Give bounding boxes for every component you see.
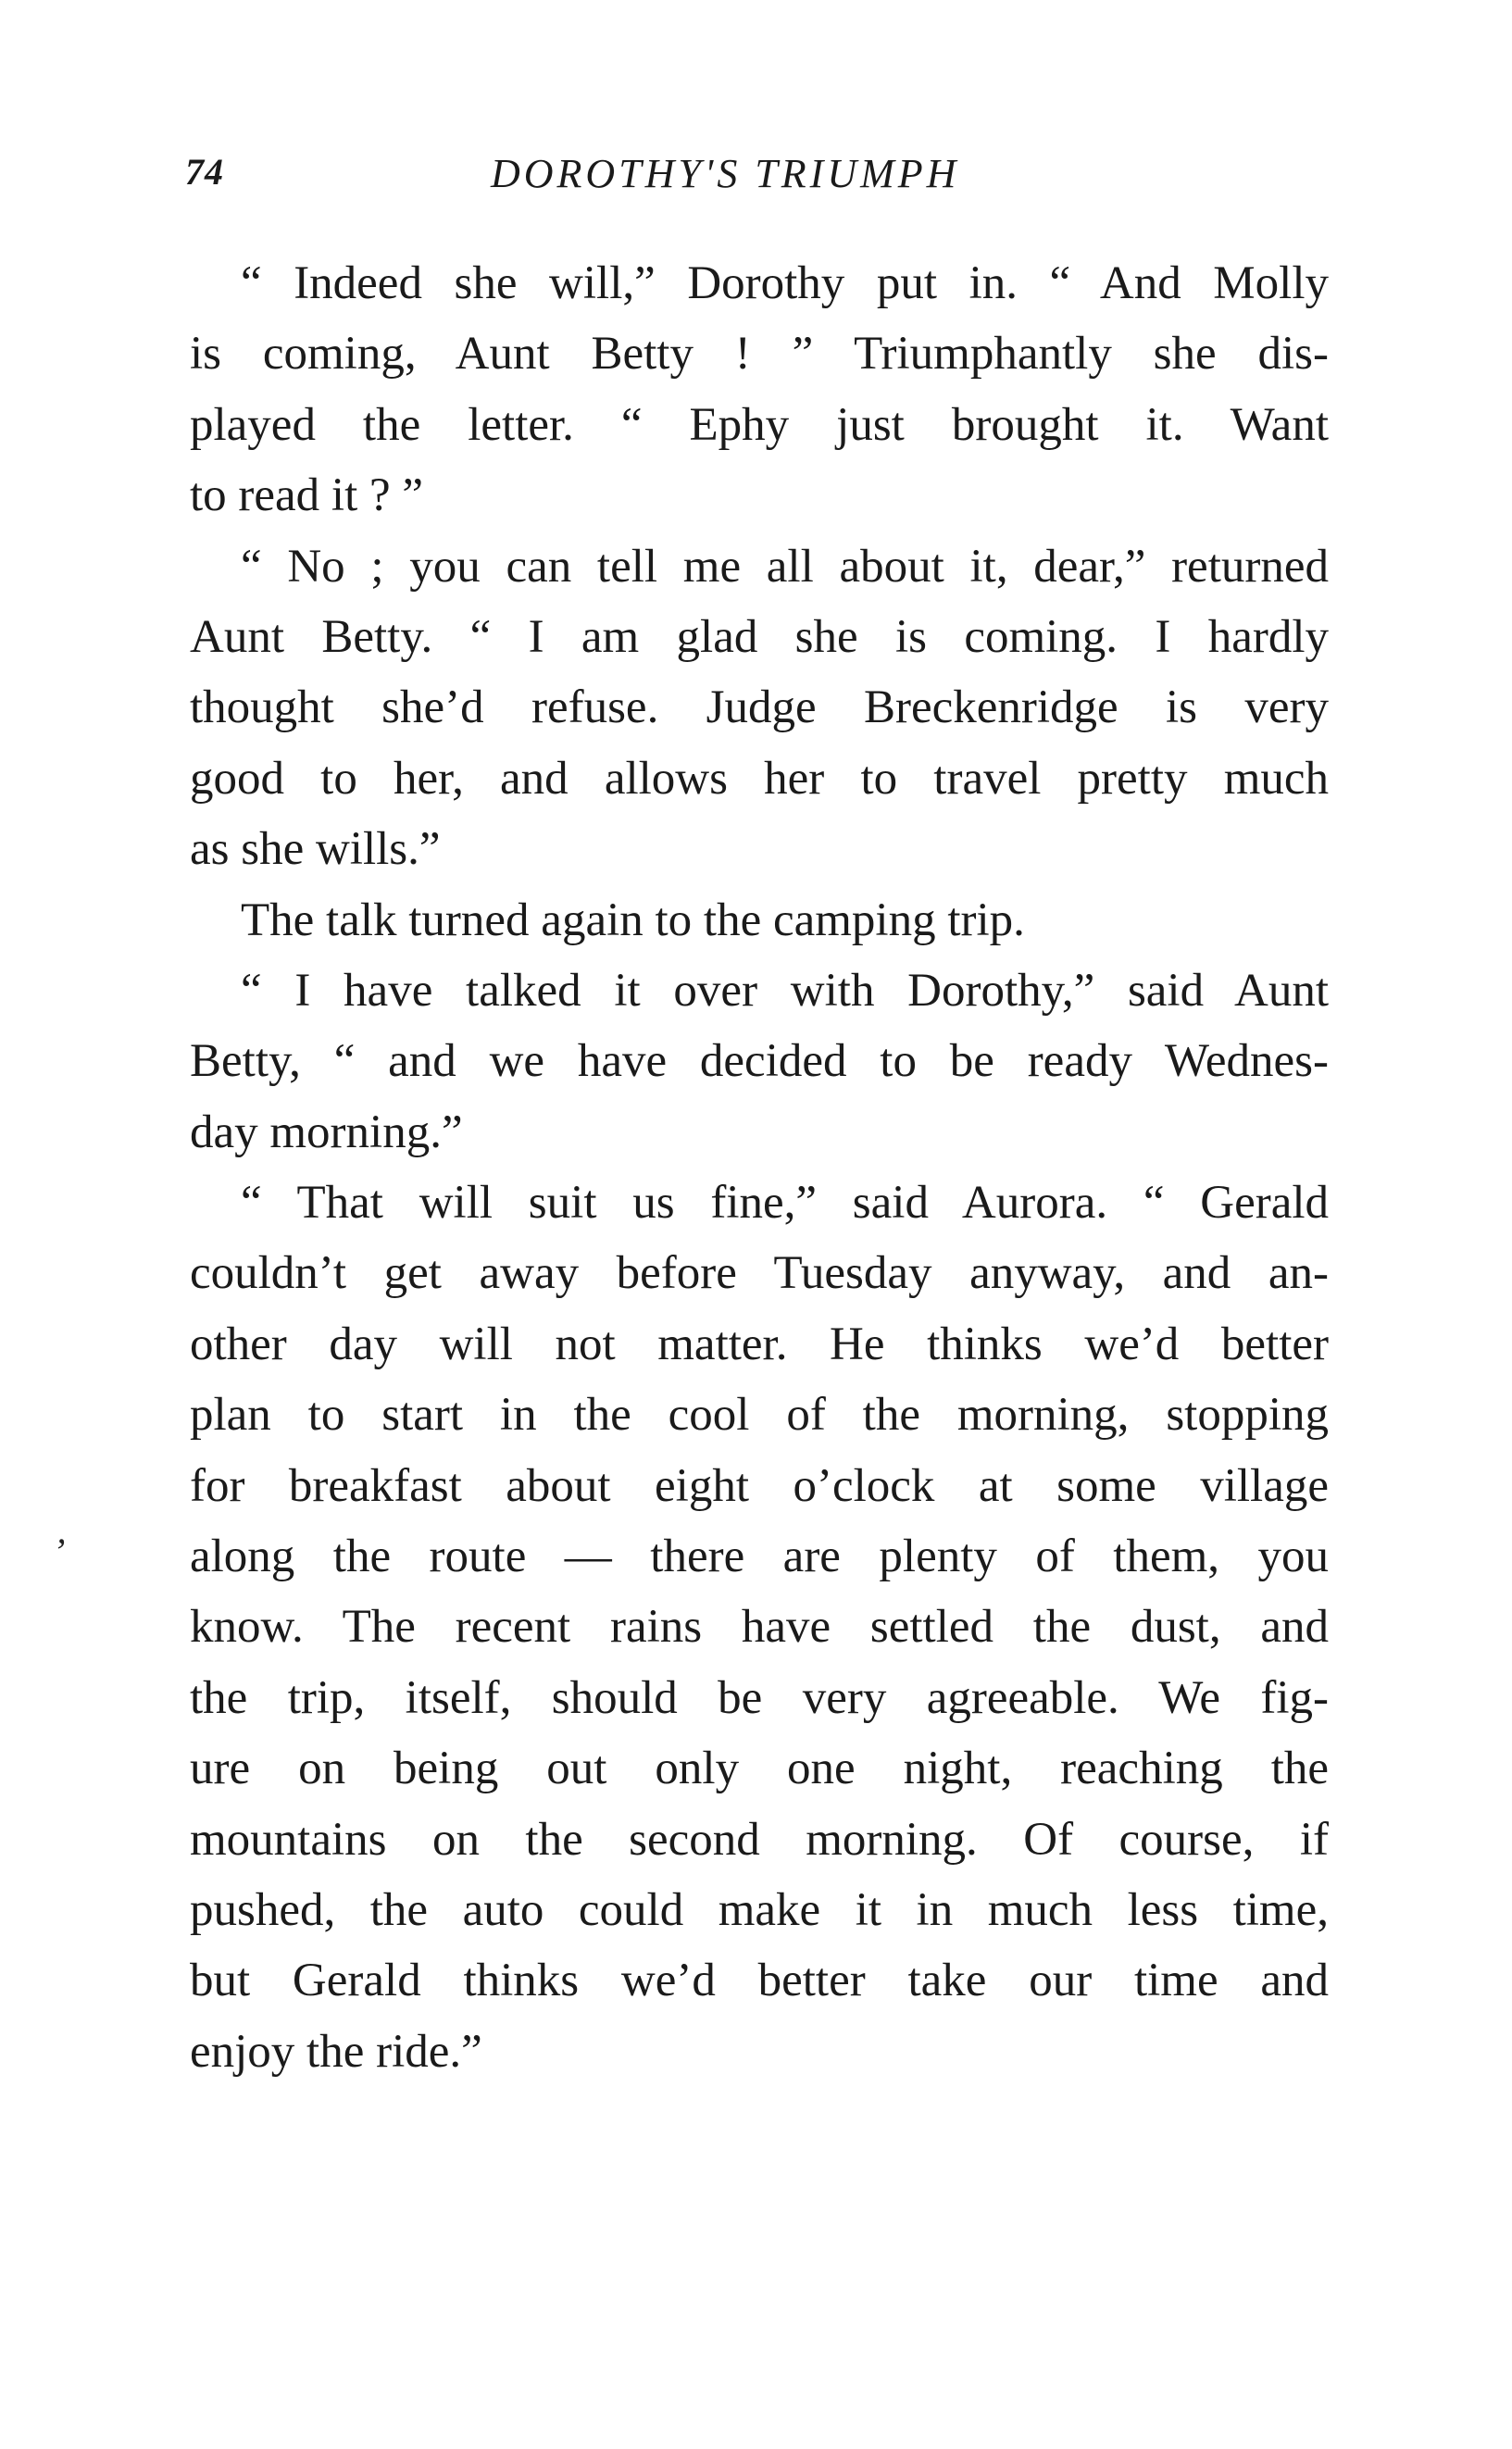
text-line: good to her, and allows her to travel pretty much — [190, 752, 1329, 805]
text-line: “ No ; you can tell me all about it, dear,” returned — [241, 540, 1329, 593]
text-line: the trip, itself, should be very agreeable. We fig- — [190, 1671, 1329, 1724]
page-number: 74 — [185, 151, 224, 193]
text-line: along the route — there are plenty of them, you — [190, 1531, 1329, 1583]
running-title: DOROTHY'S TRIUMPH — [491, 151, 960, 196]
running-head — [185, 150, 1333, 206]
text-line: The talk turned again to the camping trip. — [241, 893, 1025, 946]
text-line: “ That will suit us fine,” said Aurora. “ Gerald — [241, 1177, 1329, 1230]
text-line: mountains on the second morning. Of course, if — [190, 1813, 1329, 1866]
body-text — [190, 248, 1329, 2087]
text-line: ure on being out only one night, reaching the — [190, 1743, 1329, 1795]
text-line: enjoy the ride.” — [190, 2025, 482, 2078]
text-line: day morning.” — [190, 1106, 463, 1158]
text-line: “ Indeed she will,” Dorothy put in. “ And Molly — [241, 257, 1329, 309]
text-line: other day will not matter. He thinks we’d better — [190, 1318, 1329, 1370]
text-line: for breakfast about eight o’clock at some village — [190, 1459, 1329, 1512]
text-line: played the letter. “ Ephy just brought it. Want — [190, 398, 1329, 451]
text-line: to read it ? ” — [190, 469, 424, 522]
margin-mark: ’ — [53, 1531, 66, 1572]
text-line: “ I have talked it over with Dorothy,” said Aunt — [241, 964, 1329, 1017]
text-line: know. The recent rains have settled the dust, and — [190, 1601, 1329, 1654]
text-line: but Gerald thinks we’d better take our time and — [190, 1955, 1329, 2007]
text-line: Betty, “ and we have decided to be ready Wednes- — [190, 1035, 1329, 1088]
text-line: as she wills.” — [190, 823, 441, 876]
text-line: pushed, the auto could make it in much less time, — [190, 1883, 1329, 1936]
text-line: thought she’d refuse. Judge Breckenridge is very — [190, 681, 1329, 734]
text-line: is coming, Aunt Betty ! ” Triumphantly she dis- — [190, 328, 1329, 381]
text-line: plan to start in the cool of the morning, stopping — [190, 1389, 1329, 1442]
text-line: Aunt Betty. “ I am glad she is coming. I hardly — [190, 610, 1329, 663]
text-line: couldn’t get away before Tuesday anyway, and an- — [190, 1247, 1329, 1300]
